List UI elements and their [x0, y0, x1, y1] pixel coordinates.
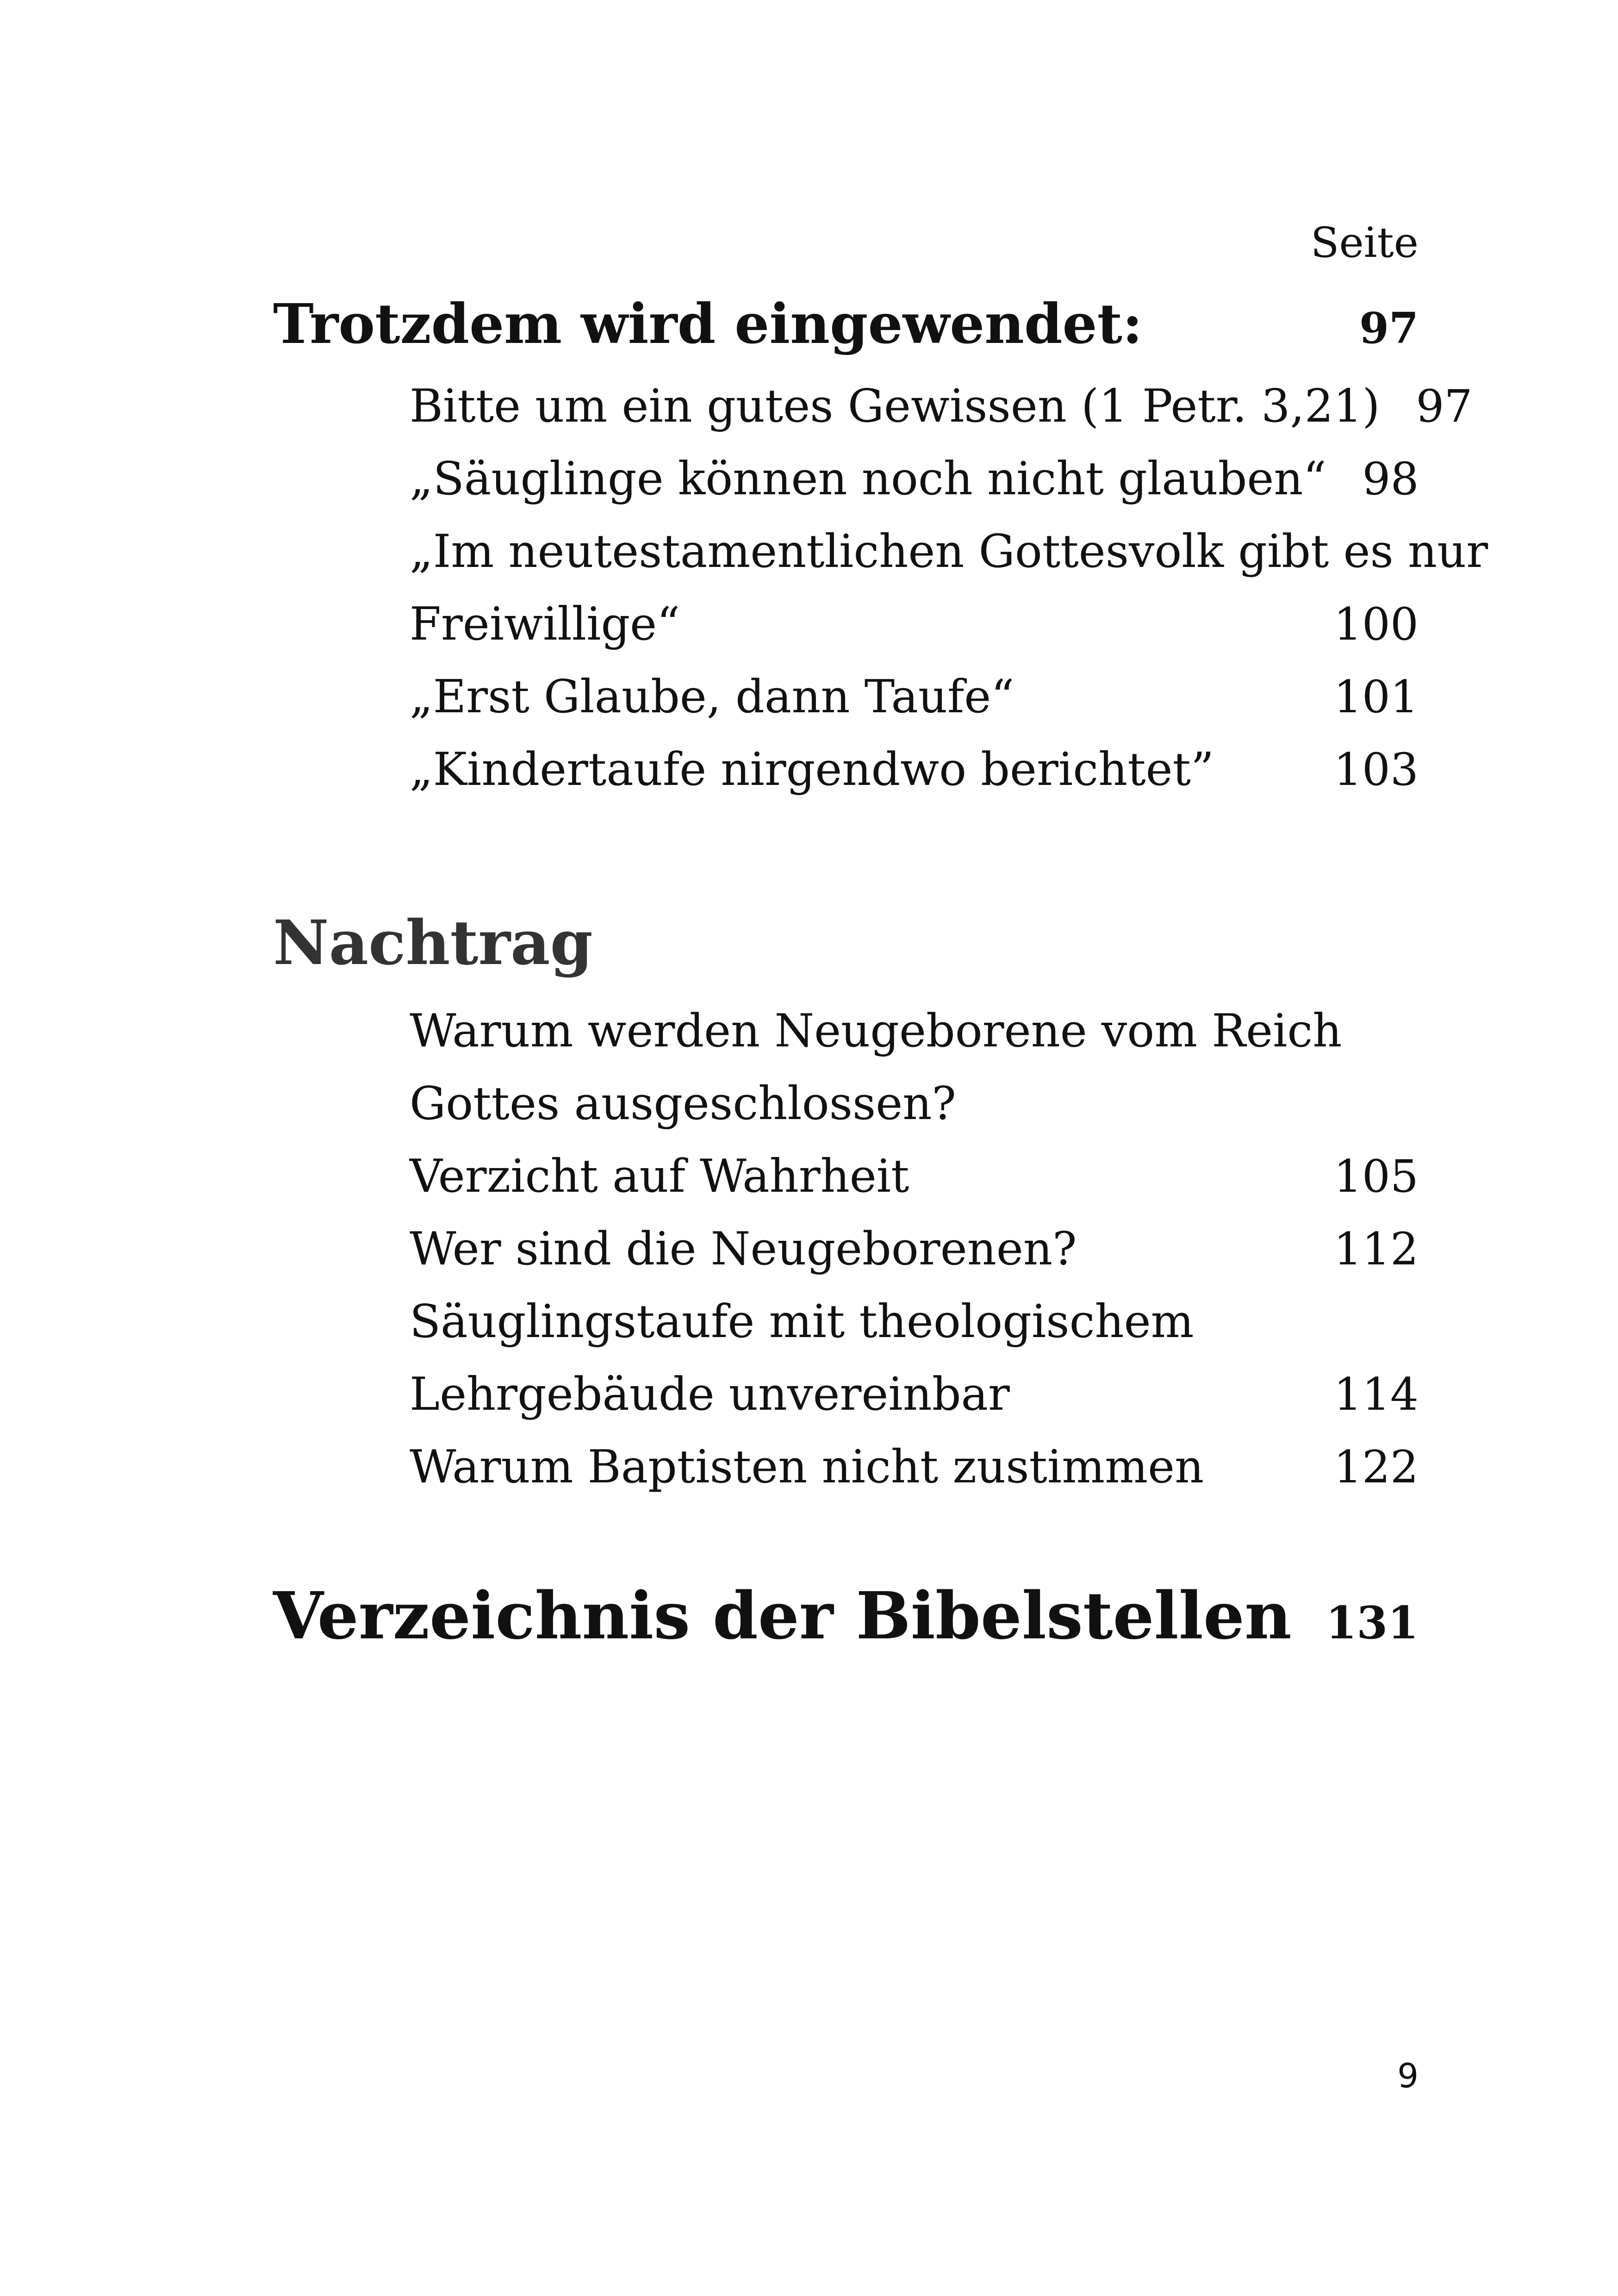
entry-page-number: 114	[1333, 1369, 1419, 1420]
entry-page-number: 112	[1333, 1223, 1419, 1275]
entry-page-number: 97	[1416, 380, 1473, 432]
toc-entry[interactable]	[273, 588, 1419, 661]
toc-entry[interactable]	[273, 1358, 1419, 1431]
section-heading[interactable]	[273, 292, 1419, 370]
entry-title: Warum Baptisten nicht zustimmen	[410, 1441, 1204, 1493]
entry-title: Freiwillige“	[410, 598, 680, 651]
entry-page-number: 122	[1333, 1441, 1419, 1493]
toc-entry[interactable]	[273, 734, 1419, 806]
page-column-header: Seite	[1310, 218, 1419, 267]
entry-title: Wer sind die Neugeborenen?	[410, 1223, 1077, 1276]
toc-entry[interactable]	[273, 1068, 1419, 1140]
entry-page-number: 105	[1333, 1151, 1419, 1202]
entry-title: Säuglingstaufe mit theologischem	[410, 1295, 1194, 1348]
toc-entry[interactable]	[273, 1213, 1419, 1286]
toc-entry[interactable]	[273, 995, 1419, 1068]
entry-title: Gottes ausgeschlossen?	[410, 1077, 956, 1130]
entry-page-number: 100	[1333, 598, 1419, 650]
toc-entry[interactable]	[273, 1431, 1419, 1504]
toc-entry[interactable]	[273, 443, 1419, 516]
entry-page-number: 103	[1333, 744, 1419, 796]
section-page-number: 131	[1326, 1597, 1419, 1649]
entry-title: Lehrgebäude unvereinbar	[410, 1368, 1010, 1421]
toc-entry[interactable]	[273, 370, 1473, 443]
entry-page-number: 98	[1362, 453, 1419, 505]
page-number: 9	[1397, 2056, 1419, 2095]
entry-page-number: 101	[1333, 671, 1419, 723]
toc-section-addendum	[273, 907, 1419, 1504]
toc-section-objections	[273, 292, 1488, 806]
entry-title: „Im neutestamentlichen Gottesvolk gibt es nur	[410, 525, 1488, 578]
section-title: Trotzdem wird eingewendet:	[273, 292, 1143, 356]
section-heading[interactable]	[273, 1578, 1419, 1671]
entry-title: Warum werden Neugeborene vom Reich	[410, 1005, 1342, 1058]
toc-entry[interactable]	[273, 661, 1419, 734]
toc-entry[interactable]	[273, 1286, 1419, 1358]
section-title: Verzeichnis der Bibelstellen	[273, 1578, 1292, 1654]
entry-title: Bitte um ein gutes Gewissen (1 Petr. 3,21)	[410, 380, 1380, 433]
toc-section-bible-index	[273, 1578, 1419, 1671]
section-heading[interactable]	[273, 907, 1419, 995]
section-page-number: 97	[1359, 303, 1419, 353]
entry-title: „Erst Glaube, dann Taufe“	[410, 671, 1014, 723]
entry-title: „Kindertaufe nirgendwo berichtet”	[410, 743, 1214, 796]
section-title: Nachtrag	[273, 907, 593, 979]
entry-title: Verzicht auf Wahrheit	[410, 1150, 909, 1203]
entry-title: „Säuglinge können noch nicht glauben“	[410, 453, 1326, 505]
toc-entry[interactable]	[273, 516, 1488, 588]
toc-entry[interactable]	[273, 1140, 1419, 1213]
